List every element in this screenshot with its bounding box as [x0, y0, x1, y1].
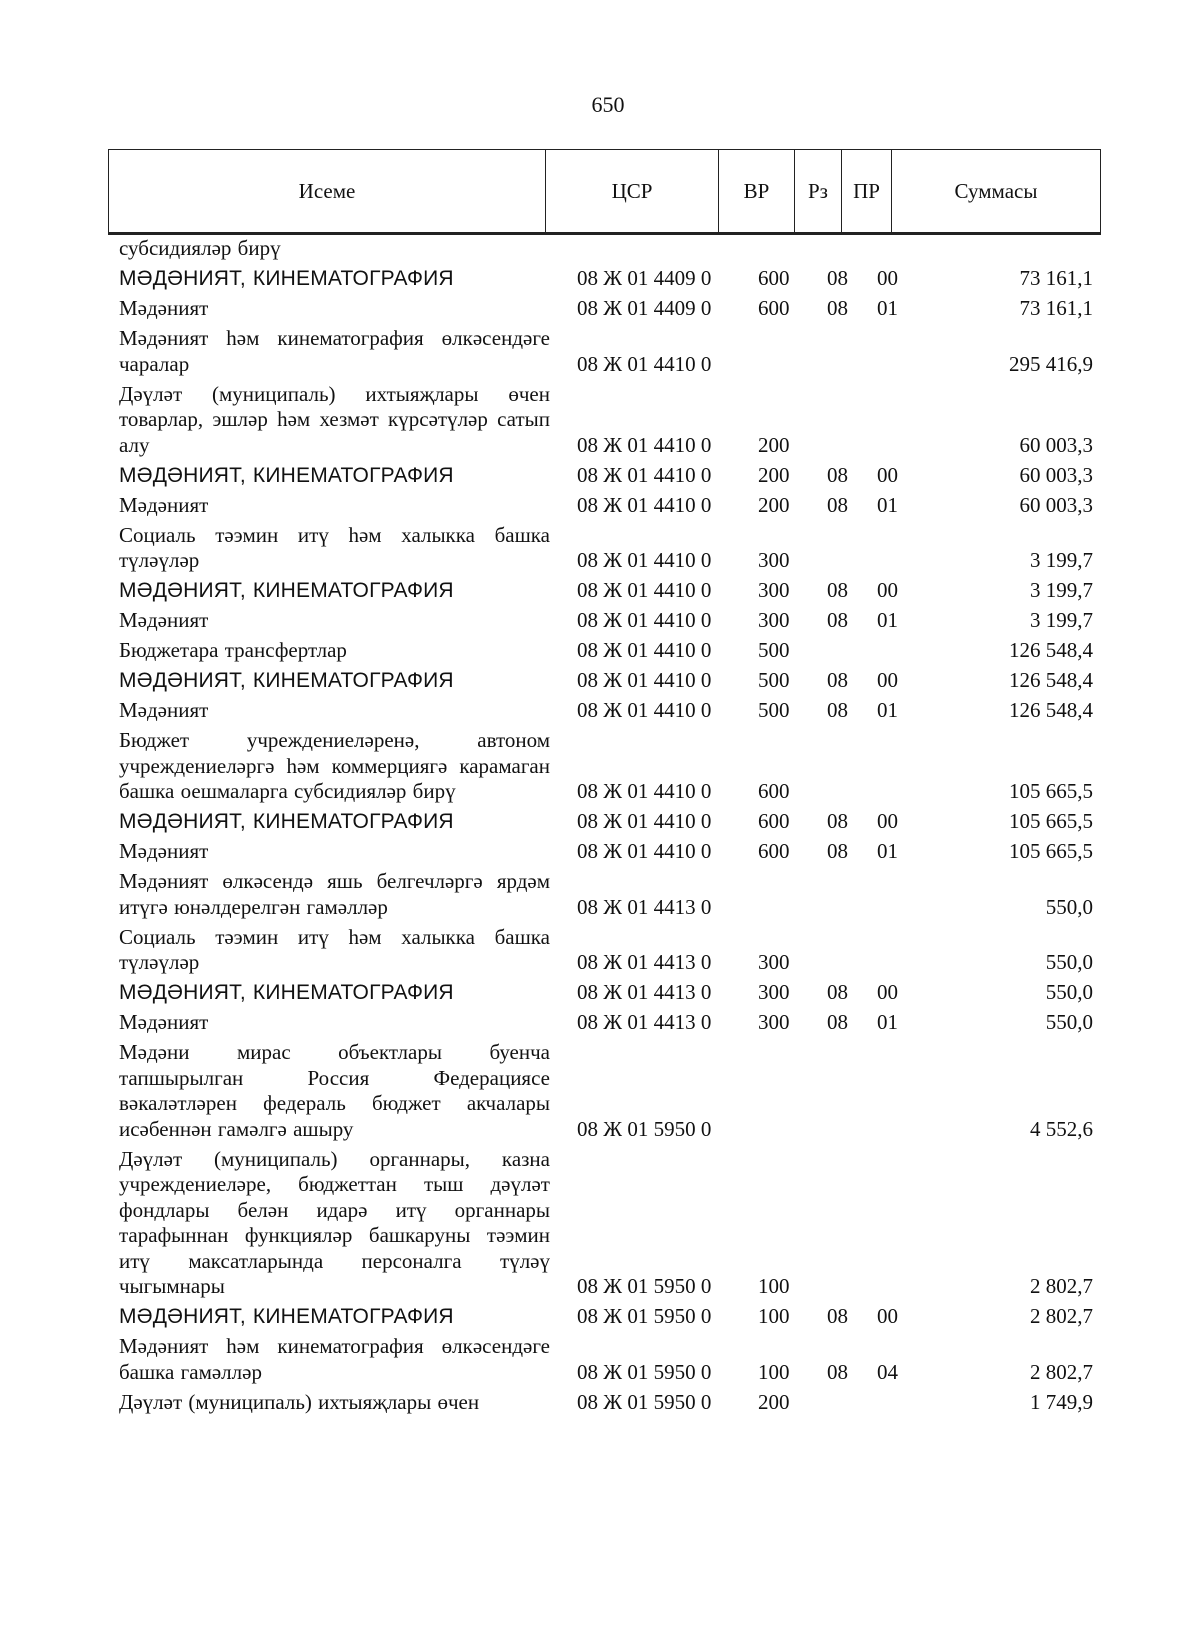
table-row: [0, 523, 1200, 574]
row-vr: 600: [758, 839, 790, 863]
row-csr: 08 Ж 01 4410 0: [577, 351, 712, 376]
row-name: Мәдәният һәм кинематография өлкәсендәге башка гамәлләр: [119, 1334, 550, 1384]
row-sum: 60 003,3: [1019, 432, 1093, 457]
table-row: [0, 608, 1200, 634]
row-csr: 08 Ж 01 4410 0: [577, 839, 712, 863]
row-name: Бюджет учреждениеләренә, автоном учреждениеләргә һәм коммерциягә карамаган башка оешмаларга субсидияләр бирү: [119, 728, 550, 803]
row-sum: 550,0: [1045, 894, 1093, 919]
row-pr: 00: [877, 809, 898, 833]
row-rz: 08: [827, 578, 848, 602]
row-csr: 08 Ж 01 4413 0: [577, 980, 712, 1004]
table-row: [0, 382, 1200, 459]
row-pr: 00: [877, 668, 898, 692]
row-sum: 126 548,4: [1009, 698, 1093, 722]
row-name: Мәдәният өлкәсендә яшь белгечләргә ярдәм итүгә юнәлдерелгән гамәлләр: [119, 869, 550, 919]
row-rz: 08: [827, 668, 848, 692]
row-name: МӘДӘНИЯТ, КИНЕМАТОГРАФИЯ: [119, 810, 454, 833]
table-row: [0, 698, 1200, 724]
table-row: [0, 869, 1200, 920]
row-vr: 600: [758, 296, 790, 320]
row-rz: 08: [827, 266, 848, 290]
row-sum: 105 665,5: [1009, 839, 1093, 863]
row-name: Социаль тәэмин итү һәм халыкка башка түләүләр: [119, 924, 550, 974]
row-csr: 08 Ж 01 5950 0: [577, 1304, 712, 1328]
row-rz: 08: [827, 462, 848, 487]
row-sum: 126 548,4: [1009, 638, 1093, 662]
row-csr: 08 Ж 01 4409 0: [577, 266, 712, 290]
table-row: [0, 668, 1200, 694]
row-vr: 300: [758, 548, 790, 572]
row-sum: 550,0: [1045, 1010, 1093, 1034]
table-row: [0, 1010, 1200, 1036]
row-rz: 08: [827, 1010, 848, 1034]
row-csr: 08 Ж 01 5950 0: [577, 1116, 712, 1141]
row-name: Социаль тәэмин итү һәм халыкка башка түләүләр: [119, 522, 550, 572]
row-pr: 01: [877, 1010, 898, 1034]
row-pr: 04: [877, 1359, 898, 1384]
row-vr: 200: [758, 462, 790, 487]
row-pr: 01: [877, 296, 898, 320]
row-sum: 105 665,5: [1009, 809, 1093, 833]
row-vr: 300: [758, 578, 790, 602]
header-sum: Суммасы: [892, 150, 1101, 234]
row-csr: 08 Ж 01 5950 0: [577, 1359, 712, 1384]
row-csr: 08 Ж 01 4410 0: [577, 698, 712, 722]
table-row: [0, 809, 1200, 835]
row-csr: 08 Ж 01 4413 0: [577, 1010, 712, 1034]
row-vr: 600: [758, 779, 790, 803]
row-vr: 300: [758, 950, 790, 974]
row-sum: 4 552,6: [1030, 1116, 1093, 1141]
row-vr: 200: [758, 1389, 790, 1414]
row-csr: 08 Ж 01 4410 0: [577, 578, 712, 602]
row-pr: 00: [877, 266, 898, 290]
table-row: [0, 839, 1200, 865]
row-sum: 60 003,3: [1019, 462, 1093, 487]
row-pr: 01: [877, 839, 898, 863]
row-pr: 00: [877, 980, 898, 1004]
row-pr: 01: [877, 608, 898, 632]
row-rz: 08: [827, 608, 848, 632]
row-csr: 08 Ж 01 4410 0: [577, 809, 712, 833]
row-sum: 3 199,7: [1030, 548, 1093, 572]
row-csr: 08 Ж 01 4410 0: [577, 492, 712, 517]
table-row: [0, 236, 1200, 262]
row-vr: 200: [758, 432, 790, 457]
row-rz: 08: [827, 809, 848, 833]
table-row: [0, 925, 1200, 976]
row-pr: 01: [877, 698, 898, 722]
table-row: [0, 326, 1200, 377]
row-rz: 08: [827, 1304, 848, 1328]
row-sum: 2 802,7: [1030, 1359, 1093, 1384]
table-row: [0, 638, 1200, 664]
row-rz: 08: [827, 980, 848, 1004]
row-vr: 500: [758, 638, 790, 662]
table-row: [0, 980, 1200, 1006]
row-sum: 73 161,1: [1019, 266, 1093, 290]
row-csr: 08 Ж 01 4413 0: [577, 950, 712, 974]
row-vr: 100: [758, 1304, 790, 1328]
row-vr: 600: [758, 266, 790, 290]
row-vr: 100: [758, 1274, 790, 1298]
row-sum: 2 802,7: [1030, 1304, 1093, 1328]
row-name: Дәүләт (муниципаль) органнары, казна учреждениеләре, бюджеттан тыш дәүләт фондлары белән идарә итү органнары тарафыннан функцияләр башкаруны тәэмин итү максатларында персоналга түләү чыгымнары: [119, 1146, 550, 1298]
table-row: [0, 1147, 1200, 1300]
row-name: Мәдәни мирас объектлары буенча тапшырылган Россия Федерациясе вәкаләтләрен федераль бюджет акчалары исәбеннән гамәлгә ашыру: [119, 1040, 550, 1141]
row-name: Мәдәният: [119, 296, 209, 320]
row-rz: 08: [827, 492, 848, 517]
row-vr: 500: [758, 668, 790, 692]
row-pr: 00: [877, 1304, 898, 1328]
row-rz: 08: [827, 698, 848, 722]
row-sum: 550,0: [1045, 980, 1093, 1004]
row-name: Дәүләт (муниципаль) ихтыяҗлары өчен: [119, 1389, 480, 1414]
row-vr: 600: [758, 809, 790, 833]
row-name: МӘДӘНИЯТ, КИНЕМАТОГРАФИЯ: [119, 267, 454, 290]
row-name: МӘДӘНИЯТ, КИНЕМАТОГРАФИЯ: [119, 1305, 454, 1328]
row-sum: 2 802,7: [1030, 1274, 1093, 1298]
table-row: [0, 728, 1200, 805]
header-csr: ЦСР: [546, 150, 719, 234]
page-number: 650: [591, 92, 625, 117]
row-name: МӘДӘНИЯТ, КИНЕМАТОГРАФИЯ: [119, 981, 454, 1004]
header-rz: Рз: [795, 150, 842, 234]
row-pr: 00: [877, 462, 898, 487]
row-name: Дәүләт (муниципаль) ихтыяҗлары өчен товарлар, эшләр һәм хезмәт күрсәтүләр сатып алу: [119, 381, 550, 457]
row-vr: 100: [758, 1359, 790, 1384]
row-vr: 500: [758, 698, 790, 722]
row-name: Мәдәният: [119, 608, 209, 632]
row-vr: 300: [758, 980, 790, 1004]
table-row: [0, 1390, 1200, 1416]
table-row: [0, 1040, 1200, 1142]
row-sum: 295 416,9: [1009, 351, 1093, 376]
table-row: [0, 578, 1200, 604]
row-rz: 08: [827, 839, 848, 863]
row-rz: 08: [827, 1359, 848, 1384]
row-sum: 3 199,7: [1030, 608, 1093, 632]
row-csr: 08 Ж 01 4410 0: [577, 462, 712, 487]
row-vr: 300: [758, 1010, 790, 1034]
row-vr: 200: [758, 492, 790, 517]
row-name: Бюджетара трансфертлар: [119, 638, 347, 662]
row-name: МӘДӘНИЯТ, КИНЕМАТОГРАФИЯ: [119, 463, 454, 487]
header-name: Исеме: [109, 150, 546, 234]
header-pr: ПР: [842, 150, 892, 234]
row-name: Мәдәният: [119, 492, 209, 517]
row-name: Мәдәният: [119, 1010, 209, 1034]
row-csr: 08 Ж 01 5950 0: [577, 1274, 712, 1298]
header-vr: ВР: [719, 150, 795, 234]
row-csr: 08 Ж 01 4410 0: [577, 779, 712, 803]
row-csr: 08 Ж 01 4410 0: [577, 548, 712, 572]
row-sum: 105 665,5: [1009, 779, 1093, 803]
row-pr: 01: [877, 492, 898, 517]
row-csr: 08 Ж 01 5950 0: [577, 1389, 712, 1414]
row-csr: 08 Ж 01 4413 0: [577, 894, 712, 919]
row-sum: 60 003,3: [1019, 492, 1093, 517]
table-body: [0, 236, 1200, 1420]
row-pr: 00: [877, 578, 898, 602]
row-sum: 550,0: [1045, 950, 1093, 974]
row-csr: 08 Ж 01 4409 0: [577, 296, 712, 320]
row-csr: 08 Ж 01 4410 0: [577, 608, 712, 632]
row-sum: 3 199,7: [1030, 578, 1093, 602]
row-name: Мәдәният: [119, 698, 209, 722]
row-name: субсидияләр бирү: [119, 236, 281, 260]
row-name: МӘДӘНИЯТ, КИНЕМАТОГРАФИЯ: [119, 669, 454, 692]
table-row: [0, 1334, 1200, 1385]
row-vr: 300: [758, 608, 790, 632]
table-row: [0, 1304, 1200, 1330]
row-rz: 08: [827, 296, 848, 320]
table-row: [0, 296, 1200, 322]
row-csr: 08 Ж 01 4410 0: [577, 668, 712, 692]
row-name: Мәдәният һәм кинематография өлкәсендәге чаралар: [119, 326, 550, 376]
table-header: [108, 149, 1101, 235]
table-row: [0, 493, 1200, 519]
row-sum: 126 548,4: [1009, 668, 1093, 692]
row-csr: 08 Ж 01 4410 0: [577, 638, 712, 662]
table-row: [0, 463, 1200, 489]
row-csr: 08 Ж 01 4410 0: [577, 432, 712, 457]
row-sum: 1 749,9: [1030, 1389, 1093, 1414]
row-sum: 73 161,1: [1019, 296, 1093, 320]
row-name: МӘДӘНИЯТ, КИНЕМАТОГРАФИЯ: [119, 579, 454, 602]
table-row: [0, 266, 1200, 292]
row-name: Мәдәният: [119, 839, 209, 863]
